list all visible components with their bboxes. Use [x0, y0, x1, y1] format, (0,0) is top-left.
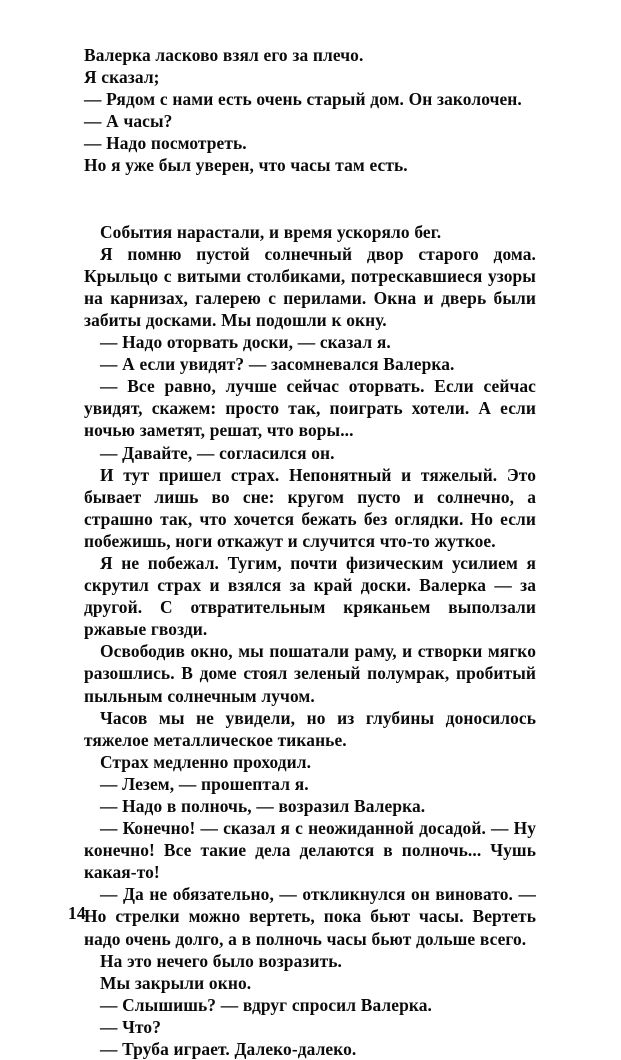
- paragraph: Валерка ласково взял его за плечо.: [84, 45, 364, 65]
- paragraph: Освободив окно, мы пошатали раму, и створки мягко разошлись. В доме стоял зеленый полумрак, пробитый пыльным солнечным лучом.: [84, 641, 536, 706]
- paragraph: Я сказал;: [84, 67, 160, 88]
- paragraph: — Рядом с нами есть очень старый дом. Он заколочен.: [84, 89, 522, 110]
- paragraph: — Лезем, — прошептал я.: [100, 773, 309, 794]
- paragraph: Страх медленно проходил.: [100, 751, 312, 772]
- paragraph: — А если увидят? — засомневался Валерка.: [100, 354, 455, 375]
- paragraph: — Надо посмотреть.: [84, 133, 247, 154]
- paragraph: — А часы?: [84, 111, 173, 132]
- paragraph-block: [84, 221, 536, 1060]
- paragraph: — Надо в полночь, — возразил Валерка.: [100, 796, 426, 816]
- paragraph: — Все равно, лучше сейчас оторвать. Если сейчас увидят, скажем: просто так, поиграть хотели. А если ночью заметят, решат, что воры...: [84, 376, 536, 441]
- paragraph: — Конечно! — сказал я с неожиданной досадой. — Ну конечно! Все такие дела делаются в полночь... Чушь какая-то!: [84, 818, 536, 883]
- paragraph: — Слышишь? — вдруг спросил Валерка.: [100, 994, 432, 1015]
- paragraph: — Труба играет. Далеко-далеко.: [100, 1039, 357, 1060]
- paragraph: — Давайте, — согласился он.: [100, 442, 335, 463]
- paragraph: — Да не обязательно, — откликнулся он виновато. — Но стрелки можно вертеть, пока бьют часы. Вертеть надо очень долго, а в полночь часы бьют дольше всего.: [84, 884, 536, 949]
- paragraph: Я помню пустой солнечный двор старого дома. Крыльцо с витыми столбиками, потрескавшиеся узоры на карнизах, галерею с перилами. Окна и дверь были забиты досками. Мы подошли к окну.: [84, 243, 536, 330]
- paragraph: — Надо оторвать доски, — сказал я.: [100, 332, 391, 353]
- paragraph: Мы закрыли окно.: [100, 972, 252, 993]
- paragraph: Часов мы не увидели, но из глубины доносилось тяжелое металлическое тиканье.: [84, 707, 536, 750]
- paragraph: Я не побежал. Тугим, почти физическим усилием я скрутил страх и взялся за край доски. Валерка — за другой. С отвратительным кряканьем выползали ржавые гвозди.: [84, 552, 536, 640]
- paragraph: Но я уже был уверен, что часы там есть.: [84, 155, 408, 176]
- paragraph: — Что?: [100, 1016, 162, 1037]
- page-number: 14: [68, 903, 86, 923]
- paragraph-block-gap: [84, 177, 536, 221]
- text-column: [84, 44, 536, 1060]
- page-body-text: [84, 44, 536, 1060]
- paragraph-block: [84, 44, 536, 177]
- paragraph: На это нечего было возразить.: [100, 950, 342, 971]
- paragraph: И тут пришел страх. Непонятный и тяжелый. Это бывает лишь во сне: кругом пусто и солнечно, а страшно так, что хочется бежать без оглядки. Но если побежишь, ноги откажут и случится что-то жуткое.: [84, 464, 536, 551]
- paragraph: События нарастали, и время ускоряло бег.: [100, 221, 442, 242]
